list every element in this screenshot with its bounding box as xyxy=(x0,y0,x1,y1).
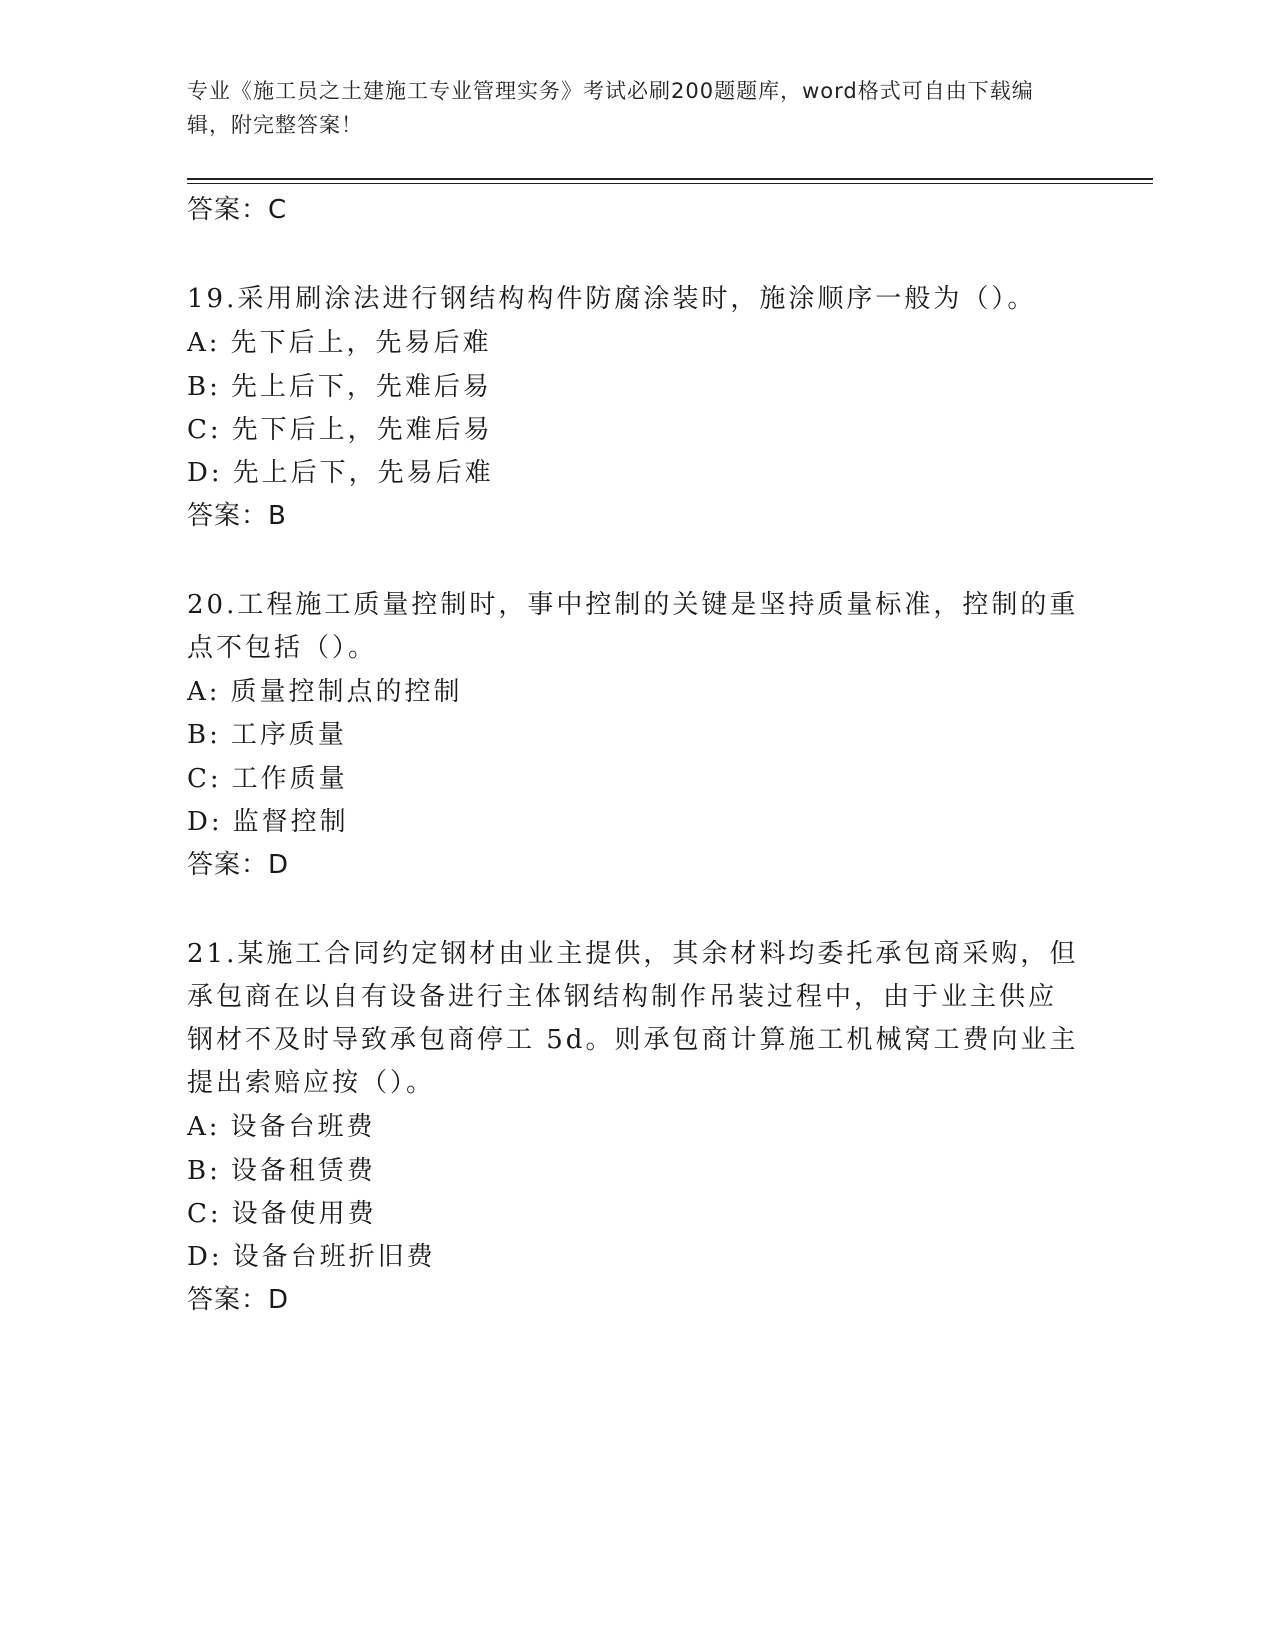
question-20-option-b: B: 工序质量 xyxy=(187,720,347,750)
question-20-line-2: 点不包括（）。 xyxy=(187,633,378,663)
question-21-line-3: 钢材不及时导致承包商停工 5d。则承包商计算施工机械窝工费向业主 xyxy=(187,1025,1079,1055)
question-21-answer: 答案：D xyxy=(187,1285,290,1315)
question-21-option-d: D: 设备台班折旧费 xyxy=(187,1242,436,1272)
question-19-option-a: A: 先下后上，先易后难 xyxy=(187,328,492,358)
question-21-line-1: 21.某施工合同约定钢材由业主提供，其余材料均委托承包商采购，但 xyxy=(187,939,1079,969)
question-19-option-d: D: 先上后下，先易后难 xyxy=(187,458,494,488)
header-rule-thin xyxy=(187,183,1153,184)
question-21-option-b: B: 设备租赁费 xyxy=(187,1156,376,1186)
question-19-option-c: C: 先下后上，先难后易 xyxy=(187,415,493,445)
question-19-line-1: 19.采用刷涂法进行钢结构构件防腐涂装时，施涂顺序一般为（）。 xyxy=(187,284,1037,314)
answer-line: 答案：C xyxy=(187,195,288,225)
question-21-line-4: 提出索赔应按（）。 xyxy=(187,1068,436,1098)
question-19-option-b: B: 先上后下，先难后易 xyxy=(187,372,492,402)
question-19-answer: 答案：B xyxy=(187,501,287,531)
question-20-option-d: D: 监督控制 xyxy=(187,807,349,837)
question-21-line-2: 承包商在以自有设备进行主体钢结构制作吊装过程中，由于业主供应 xyxy=(187,982,1058,1012)
question-20-option-c: C: 工作质量 xyxy=(187,764,348,794)
question-21-option-a: A: 设备台班费 xyxy=(187,1112,376,1142)
page-header: 专业《施工员之土建施工专业管理实务》考试必刷200题题库，word格式可自由下载编辑，附完整答案！ xyxy=(187,79,1034,137)
question-20-answer: 答案：D xyxy=(187,850,290,880)
question-20-line-1: 20.工程施工质量控制时，事中控制的关键是坚持质量标准，控制的重 xyxy=(187,590,1079,620)
header-rule-thick xyxy=(187,178,1153,180)
question-21-option-c: C: 设备使用费 xyxy=(187,1199,377,1229)
question-20-option-a: A: 质量控制点的控制 xyxy=(187,677,463,707)
